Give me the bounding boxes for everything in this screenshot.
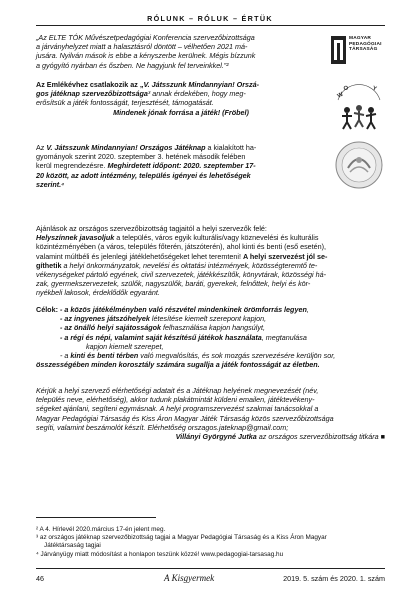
text-span: a kialakított ha- <box>205 143 257 152</box>
text-line: összességében minden korosztály számára sugallja a játék fontosságát az életben. <box>36 360 320 370</box>
froebel-motto: Mindenek jónak forrása a játék! (Fröbel) <box>113 107 249 117</box>
signature-title: az országos szervezőbizottság titkára ■ <box>256 431 385 441</box>
footnote-rule <box>36 517 156 518</box>
page-number: 46 <box>36 574 44 583</box>
text-line: ségeket ajánlani, segíteni egymásnak. A helyi programszervezést szakmai tanácsokkal a <box>36 404 319 414</box>
footnote: ⁴ Járványügy miatt módosítást a honlapon teszünk közzé! www.pedagogiai-tarsasag.hu <box>36 550 284 558</box>
footnote: ³ az országos játéknap szervezőbizottság tagjai a Magyar Pedagógiai Társaság és a Kiss Áron Magyar <box>36 534 327 542</box>
world-play-day-logo <box>332 80 386 132</box>
running-header: RÓLUNK – RÓLUK – ÉRTÜK <box>147 14 273 23</box>
text-line: Kérjük a helyi szervező elérhetőségi adatait és a Játéknap helyének megnevezését (név, <box>36 386 319 395</box>
text-span: felhasználása kapjon hangsúlyt, <box>161 323 265 333</box>
conference-quote <box>36 33 326 70</box>
text-line: Magyar Pedagógiai Társaság és Kiss Áron Magyar Játék Társaság közös szervezőbizottsága <box>36 413 334 423</box>
text-line: zak, gyermekszervezetek, szülők, nagyszülők, baráti, gyerekek, felnőttek, helyi és kör- <box>36 279 311 289</box>
text-line: vékenységeket pártoló egyének, civil szervezetek, játékkészítők, könyvtárak, közösségi há- <box>36 269 327 279</box>
goals-label: Célok: <box>36 305 60 314</box>
footnote: Játéktársaság tagjai <box>44 542 101 550</box>
closing-paragraph <box>36 386 385 441</box>
text-line: település neve, elérhetőség), akkor tudunk plakátmintát küldeni emailen, játéktevékeny- <box>36 395 315 405</box>
text-span: V. Játsszunk Mindannyian! Országos Játéknap <box>46 143 206 152</box>
magazine-title: A Kisgyermek <box>164 573 215 583</box>
footnote: ² A 4. Hírlevél 2020.március 17-én jelent meg. <box>36 526 166 533</box>
text-line: gyományok szerint 2020. szeptember 3. hetének második felében <box>36 152 246 162</box>
quote-line: a gyógyító nyárban és őszben. Ne hagyjunk fel terveinkkel.”² <box>36 60 229 70</box>
text-span: létesítése kiemelt szerepont kapjon, <box>149 314 267 324</box>
text-span: kerül megrendezésre. <box>36 161 108 171</box>
text-span: , megtanulása <box>261 332 307 342</box>
svg-text:Y: Y <box>371 85 378 93</box>
text-span: , <box>306 305 309 314</box>
text-span: a település, város egyik kulturális/vagy köznevelési és kulturális <box>114 233 319 243</box>
text-span: - a régi és népi, valamint saját készítésű játékok használata <box>60 332 262 342</box>
header-rule <box>36 25 385 26</box>
text-span: - a közös játékélményben való részvétel mindenkinek örömforrás legyen <box>59 305 307 314</box>
text-line: 20 között, az adott intézmény, település igényei és lehetőségek <box>36 170 251 180</box>
text-line: Ajánlások az országos szervezőbizottság tagjaitól a helyi szervezők felé: <box>36 224 267 233</box>
event-paragraph <box>36 143 326 189</box>
goals-paragraph <box>36 305 385 369</box>
text-line: kapjon kiemelt szerepet, <box>86 341 164 351</box>
text-line: segíti, valamint beszámolót készít. Elérhetőség orszagos.jateknap@gmail.com; <box>36 422 289 432</box>
footer-rule <box>36 568 385 569</box>
text-span: kinti és benti térben <box>70 350 139 360</box>
quote-line: „Az ELTE TÓK Művészetpedagógiai Konferencia szervezőbizottsága <box>36 33 255 42</box>
mpt-logo <box>330 32 386 72</box>
text-span: gíthetik <box>36 260 62 270</box>
issue-info: 2019. 5. szám és 2020. 1. szám <box>283 574 385 583</box>
text-line: szerint.⁴ <box>36 179 65 189</box>
text-span: ³ annak érdekében, hogy meg- <box>147 89 246 99</box>
text-span: gos játéknap szervezőbizottsága <box>36 89 148 99</box>
recommendations-paragraph <box>36 224 385 298</box>
mpt-logo-text: MAGYAR PEDAGÓGIAI TÁRSASÁG <box>349 36 382 53</box>
svg-text:O: O <box>343 85 350 93</box>
text-line: erősítsük a játék fontosságát, terjesztését, támogatását. <box>36 98 214 108</box>
text-span: V. Játsszunk Mindannyian! Orszá- <box>143 80 260 89</box>
text-line: közintézményében (a város, település főterén, játszóterén), ahol kinti és benti (eső esetén), <box>36 242 327 252</box>
text-line: nyékbeli lakosok, érdeklődők egyaránt. <box>36 288 160 298</box>
text-span: való megvalósítás, és sok mozgás szervezésére kerüljön sor, <box>138 350 336 360</box>
commemoration-paragraph <box>36 80 326 117</box>
text-span: Az <box>36 143 47 152</box>
signature-name: Villányi Györgyné Jutka <box>175 431 257 441</box>
text-span: - az ingyenes játszóhelyek <box>60 314 150 324</box>
text-span: Helyszínnek javasoljuk <box>36 233 115 243</box>
text-span: A helyi szervezést jól se- <box>242 251 328 261</box>
text-span: Az Emlékévhez csatlakozik az „ <box>36 80 144 89</box>
text-span: a helyi önkormányzatok, nevelési és oktatási intézmények, közösségteremtő te- <box>61 260 318 270</box>
svg-text:W: W <box>336 91 345 100</box>
quote-line: jusára. Nyilván mások is ebbe a kényszerbe kerülnek. Mégis bízzunk <box>36 51 256 61</box>
text-span: - az önálló helyi sajátosságok <box>60 323 162 333</box>
text-span: Meghirdetett időpont: 2020. szeptember 17- <box>107 161 256 171</box>
text-span: valamint múltbéli és jelenlegi játéklehetőségeket lehet teremteni! <box>36 251 243 261</box>
text-span: - a <box>60 350 71 360</box>
playday-seal-logo <box>334 140 384 190</box>
quote-line: a járványhelyzet miatt a halasztásról döntött – vélhetően 2021 má- <box>36 42 248 52</box>
footnotes <box>36 526 385 559</box>
